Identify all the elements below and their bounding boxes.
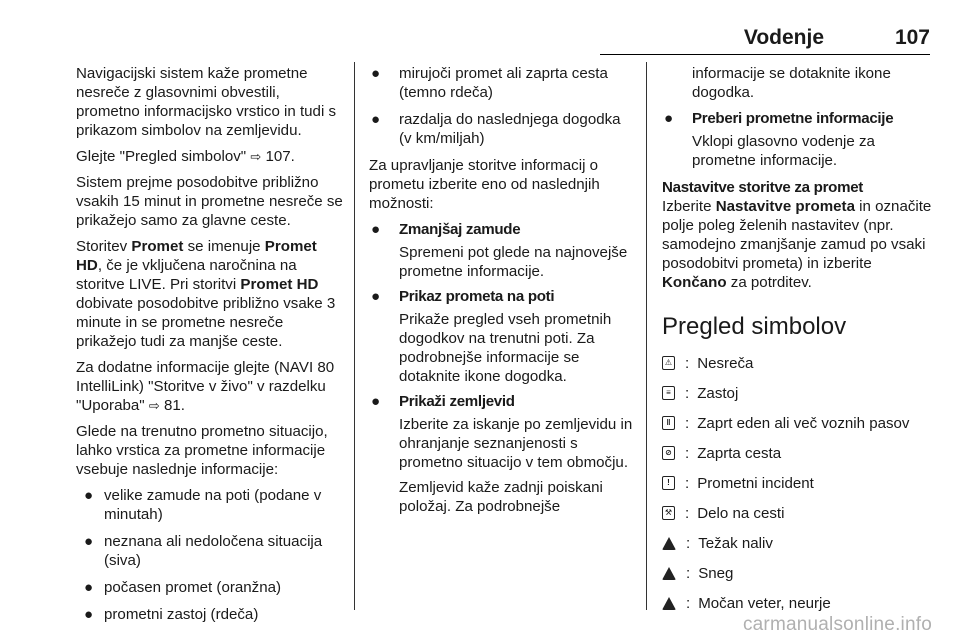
page-number: 107 bbox=[894, 26, 930, 49]
bullet-icon: ● bbox=[371, 288, 381, 305]
option-desc: Izberite za iskanje po zemljevidu in ohranjanje seznanjenosti s prometno situacijo v tem območju. bbox=[399, 416, 633, 471]
symbol-row: ! : Prometni incident bbox=[662, 468, 932, 498]
paragraph-ref: Za dodatne informacije glejte (NAVI 80 IntelliLink) "Storitve v živo" v razdelku "Uporaba" ⇨ 81. bbox=[76, 359, 335, 414]
option-desc: Spremeni pot glede na najnovejše prometne informacije. bbox=[399, 244, 628, 280]
bullet-icon: ● bbox=[84, 533, 94, 550]
list-item: ● počasen promet (oranžna) bbox=[84, 579, 282, 596]
paragraph: Sistem prejme posodobitve približno vsakih 15 minut in prometne nesreče se prikažejo samo za glavne ceste. bbox=[76, 174, 343, 229]
road-closed-icon: ⊘ bbox=[662, 446, 675, 460]
page-header bbox=[600, 24, 930, 55]
bullet-list bbox=[369, 64, 634, 148]
bullet-icon: ● bbox=[84, 579, 94, 596]
bullet-icon: ● bbox=[371, 65, 381, 82]
paragraph-ref: Glejte "Pregled simbolov" ⇨ 107. bbox=[76, 148, 295, 165]
column-divider-1 bbox=[354, 62, 355, 610]
option-title: Prikaži zemljevid bbox=[399, 393, 515, 410]
bullet-icon: ● bbox=[84, 487, 94, 504]
bullet-list bbox=[76, 486, 344, 624]
settings-heading: Nastavitve storitve za promet bbox=[662, 179, 864, 196]
option-item bbox=[369, 287, 634, 386]
option-title: Prikaz prometa na poti bbox=[399, 288, 555, 305]
column-2 bbox=[369, 64, 634, 522]
option-title: Zmanjšaj zamude bbox=[399, 221, 521, 238]
bullet-icon: ● bbox=[371, 393, 381, 410]
bullet-icon: ● bbox=[371, 111, 381, 128]
paragraph: Izberite Nastavitve prometa in označite polje poleg želenih nastavitev (npr. samodejno zmanjšanje zamud po vsaki posodobitvi prometa) in izberite Končano za potrditev. bbox=[662, 198, 932, 291]
option-item bbox=[662, 109, 932, 170]
symbol-row: ⚠ : Nesreča bbox=[662, 348, 932, 378]
paragraph-continued: informacije se dotaknite ikone dogodka. bbox=[692, 65, 891, 101]
symbol-row: : Močan veter, neurje bbox=[662, 588, 932, 618]
lane-closed-icon: ‖ bbox=[662, 416, 675, 430]
column-1 bbox=[76, 64, 344, 632]
section-title: Vodenje bbox=[743, 26, 824, 49]
bullet-icon: ● bbox=[664, 110, 674, 127]
option-desc: Prikaže pregled vseh prometnih dogodkov na trenutni poti. Za podrobnejše informacije se dotaknite ikone dogodka. bbox=[399, 311, 612, 385]
symbol-row: ≡ : Zastoj bbox=[662, 378, 932, 408]
incident-icon: ! bbox=[662, 476, 675, 490]
symbol-row: : Sneg bbox=[662, 558, 932, 588]
list-item: ● prometni zastoj (rdeča) bbox=[84, 606, 259, 623]
roadworks-icon: ⚒ bbox=[662, 506, 675, 520]
list-item: ● mirujoči promet ali zaprta cesta (temno rdeča) bbox=[371, 65, 608, 101]
snow-icon bbox=[662, 567, 676, 580]
page-ref-link[interactable]: 81. bbox=[163, 397, 185, 414]
strong-wind-icon bbox=[662, 597, 676, 610]
symbol-row: ‖ : Zaprt eden ali več voznih pasov bbox=[662, 408, 932, 438]
symbol-row: ⚒ : Delo na cesti bbox=[662, 498, 932, 528]
column-3 bbox=[662, 64, 932, 618]
option-item bbox=[369, 220, 634, 281]
symbol-row: ⊘ : Zaprta cesta bbox=[662, 438, 932, 468]
traffic-jam-icon: ≡ bbox=[662, 386, 675, 400]
page-ref-link[interactable]: 107. bbox=[265, 148, 295, 165]
watermark: carmanualsonline.info bbox=[742, 614, 932, 635]
bullet-icon: ● bbox=[371, 221, 381, 238]
symbols-heading: Pregled simbolov bbox=[662, 313, 847, 340]
list-item: ● velike zamude na poti (podane v minutah) bbox=[84, 487, 322, 523]
page-ref-icon: ⇨ bbox=[250, 149, 262, 164]
paragraph: Glede na trenutno prometno situacijo, lahko vrstica za prometne informacije vsebuje naslednje informacije: bbox=[76, 423, 328, 478]
option-desc-cont: Zemljevid kaže zadnji poiskani položaj. Za podrobnejše bbox=[399, 479, 603, 515]
option-title: Preberi prometne informacije bbox=[692, 110, 894, 127]
list-item: ● neznana ali nedoločena situacija (siva) bbox=[84, 533, 323, 569]
option-desc: Vklopi glasovno vodenje za prometne informacije. bbox=[692, 133, 875, 169]
page-ref-icon: ⇨ bbox=[148, 398, 160, 413]
paragraph: Storitev Promet se imenuje Promet HD, če je vključena naročnina na storitve LIVE. Pri storitvi Promet HD dobivate posodobitve približno vsake 3 minute in se prometne nesreče prikažejo tudi za manjše ceste. bbox=[76, 238, 336, 350]
column-divider-2 bbox=[646, 62, 647, 610]
paragraph: Navigacijski sistem kaže prometne nesreče z glasovnimi obvestili, prometno informacijsko vrstico in tudi s prikazom simbolov na zemljevidu. bbox=[76, 65, 337, 139]
list-item: ● razdalja do naslednjega dogodka (v km/miljah) bbox=[371, 111, 621, 147]
option-item bbox=[369, 392, 634, 516]
bullet-icon: ● bbox=[84, 606, 94, 623]
heavy-rain-icon bbox=[662, 537, 676, 550]
symbol-row: : Težak naliv bbox=[662, 528, 932, 558]
accident-icon: ⚠ bbox=[662, 356, 675, 370]
paragraph: Za upravljanje storitve informacij o prometu izberite eno od naslednjih možnosti: bbox=[369, 157, 600, 212]
